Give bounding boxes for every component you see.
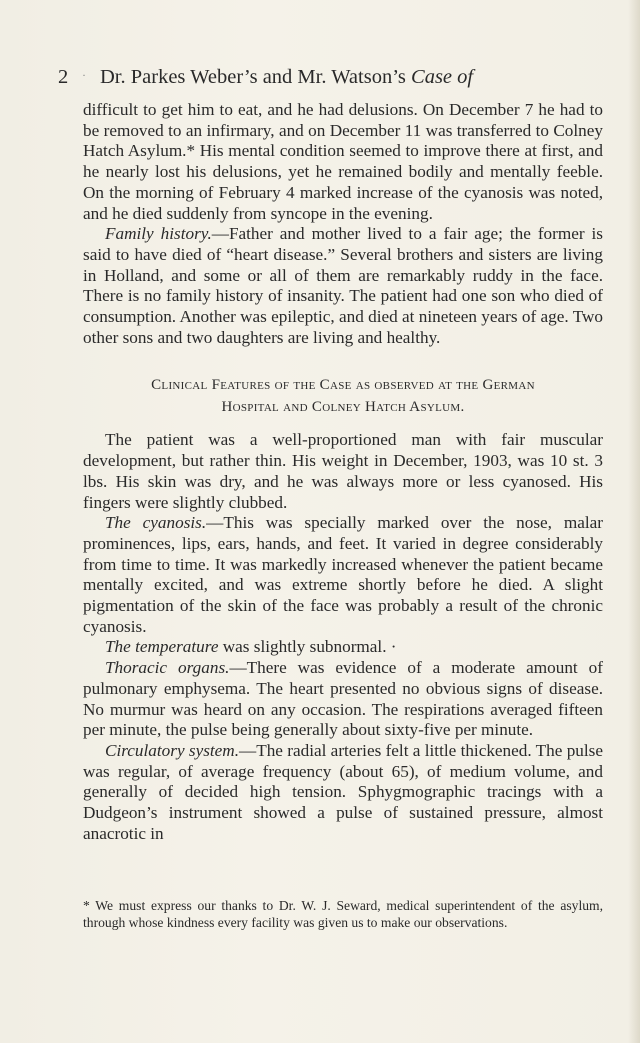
cyanosis-text: —This was specially marked over the nose, malar prominences, lips, ears, hands, and feet. It varied in degree considerably from time to time. It was markedly increased whenever the patient became mentally excited, and was extreme shortly before he died. A slight pigmentation of the skin of the face was probably a result of the chronic cyanosis. [83,513,603,636]
running-header [58,66,588,90]
paragraph-thoracic-organs [83,658,603,741]
paragraph-family-history [83,224,603,348]
temperature-text: was slightly subnormal. · [218,637,397,657]
circulatory-system-label: Circulatory system. [105,740,240,760]
header-separator-dot: · [82,68,86,82]
page-body [83,100,603,845]
circulatory-system-text: —The radial arteries felt a little thickened. The pulse was regular, of average frequency (about 65), of medium volume, and generally of decided high tension. Sphygmographic tracings with a Dudgeon’s instrument showed a pulse of sustained pressure, almost anacrotic in [83,740,603,843]
running-title-italic: Case of [411,66,474,88]
family-history-label: Family history. [105,224,212,244]
page-edge-shadow [628,0,640,1043]
paragraph-general-description: The patient was a well-proportioned man with fair muscular development, but rather thin. His weight in December, 1903, was 10 st. 3 lbs. His skin was dry, and he was always more or less cyanosed. His fingers were slightly clubbed. [83,430,603,512]
paragraph-circulatory-system [83,741,603,845]
footnote: * We must express our thanks to Dr. W. J. Seward, medical superintendent of the asylum, through whose kindness every facility was given us to make our observations. [83,898,603,930]
temperature-label: The temperature [105,637,219,657]
paragraph-temperature [83,637,603,658]
page-number: 2 [58,66,69,88]
section-heading-line-1: Clinical Features of the Case as observed at the German [151,377,535,394]
thoracic-organs-text: —There was evidence of a moderate amount of pulmonary emphysema. The heart presented no obvious signs of disease. No murmur was heard on any occasion. The respirations averaged fifteen per minute, the pulse being generally about sixty-five per minute. [83,658,603,740]
section-heading-line-2: Hospital and Colney Hatch Asylum. [221,399,465,416]
running-title: Dr. Parkes Weber’s and Mr. Watson’s [100,66,406,88]
cyanosis-label: The cyanosis. [105,513,207,533]
thoracic-organs-label: Thoracic organs. [105,658,230,678]
family-history-text: —Father and mother lived to a fair age; the former is said to have died of “heart disease.” Several brothers and sisters are living in Holland, and some or all of them are remarkably ruddy in the face. There is no family history of insanity. The patient had one son who died of consumption. Another was epileptic, and died at nineteen years of age. Two other sons and two daughters are living and healthy. [83,224,603,347]
paragraph-cyanosis [83,513,603,637]
section-heading [83,374,603,418]
paragraph-delusions: difficult to get him to eat, and he had delusions. On December 7 he had to be removed to an infirmary, and on December 11 was transferred to Colney Hatch Asylum.* His mental condition seemed to improve there at first, and he nearly lost his delusions, yet he remained bodily and mentally feeble. On the morning of February 4 marked increase of the cyanosis was noted, and he died suddenly from syncope in the evening. [83,100,603,223]
